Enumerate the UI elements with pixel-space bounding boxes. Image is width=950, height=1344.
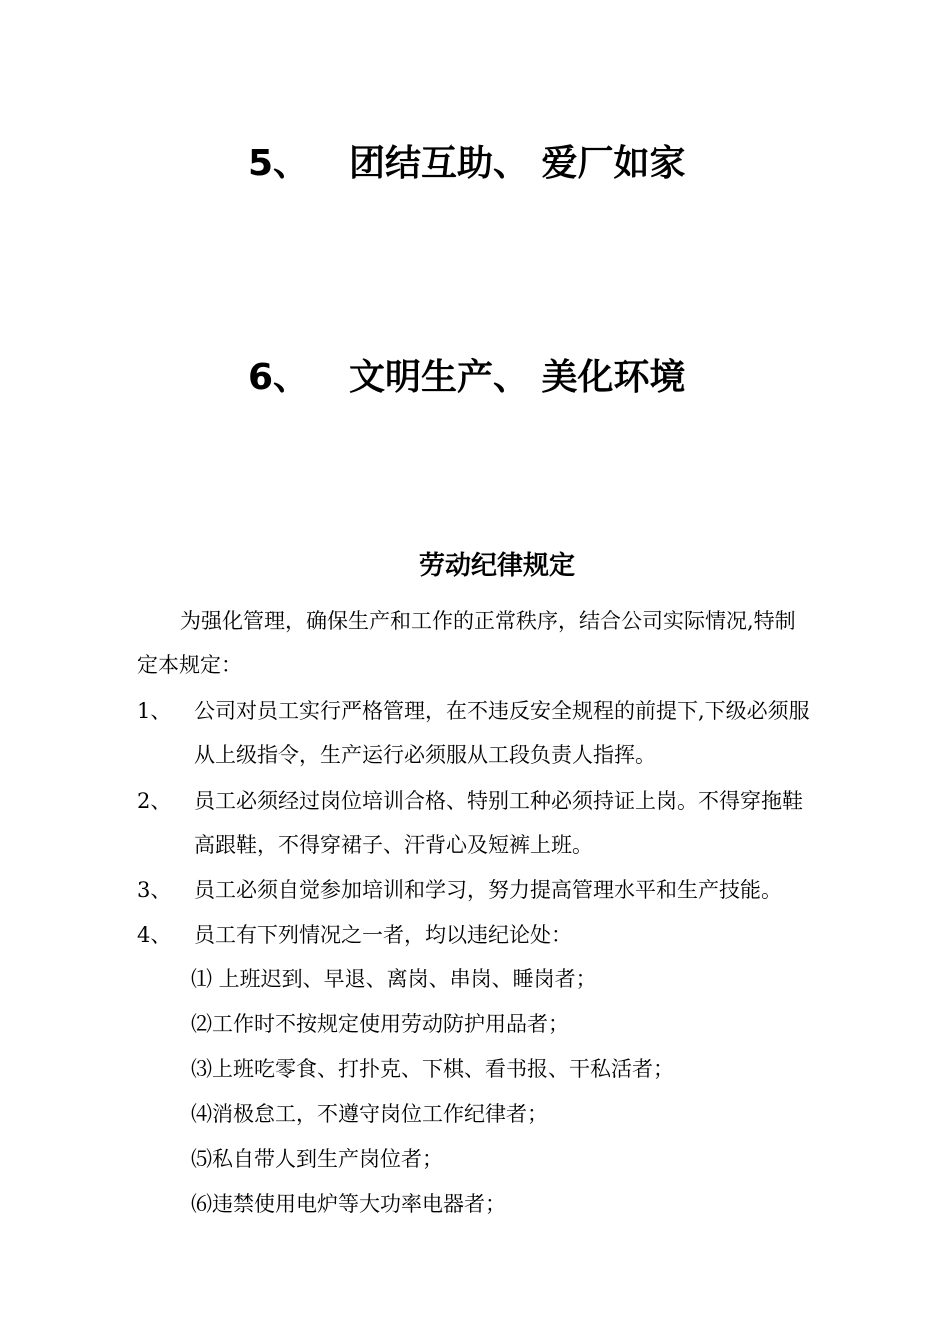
rule-3-line-1: 员工必须自觉参加培训和学习，努力提高管理水平和生产技能。 — [194, 878, 782, 902]
sub-item-6: ⑹违禁使用电炉等大功率电器者； — [191, 1192, 506, 1216]
slogan-number: 5、 — [248, 143, 310, 184]
rule-3-number: 3、 — [137, 878, 172, 902]
intro-line-2: 定本规定： — [137, 653, 242, 677]
rule-2-line-2: 高跟鞋，不得穿裙子、汗背心及短裤上班。 — [194, 833, 593, 857]
sub-item-1: ⑴ 上班迟到、早退、离岗、串岗、睡岗者； — [191, 967, 597, 991]
rule-1-number: 1、 — [137, 699, 172, 723]
slogan-5 — [0, 134, 950, 194]
rule-1-line-1: 公司对员工实行严格管理，在不违反安全规程的前提下,下级必须服 — [194, 699, 810, 723]
sub-item-5: ⑸私自带人到生产岗位者； — [191, 1147, 443, 1171]
rule-1-line-2: 从上级指令，生产运行必须服从工段负责人指挥。 — [194, 743, 656, 767]
intro-line-1: 为强化管理，确保生产和工作的正常秩序，结合公司实际情况,特制 — [180, 609, 796, 633]
slogan-6 — [0, 348, 950, 408]
rule-2-line-1: 员工必须经过岗位培训合格、特别工种必须持证上岗。不得穿拖鞋 — [194, 789, 803, 813]
rule-2-number: 2、 — [137, 789, 172, 813]
sub-item-4: ⑷消极怠工，不遵守岗位工作纪律者； — [191, 1102, 548, 1126]
slogan-text: 团结互助、 爱厂如家 — [349, 143, 686, 184]
slogan-number: 6、 — [248, 357, 310, 398]
rule-4-line-1: 员工有下列情况之一者，均以违纪论处： — [194, 923, 572, 947]
slogan-text: 文明生产、 美化环境 — [349, 357, 686, 398]
rule-4-number: 4、 — [137, 923, 172, 947]
sub-item-3: ⑶上班吃零食、打扑克、下棋、看书报、干私活者； — [191, 1057, 674, 1081]
document-title: 劳动纪律规定 — [418, 551, 575, 581]
sub-item-2: ⑵工作时不按规定使用劳动防护用品者； — [191, 1012, 569, 1036]
